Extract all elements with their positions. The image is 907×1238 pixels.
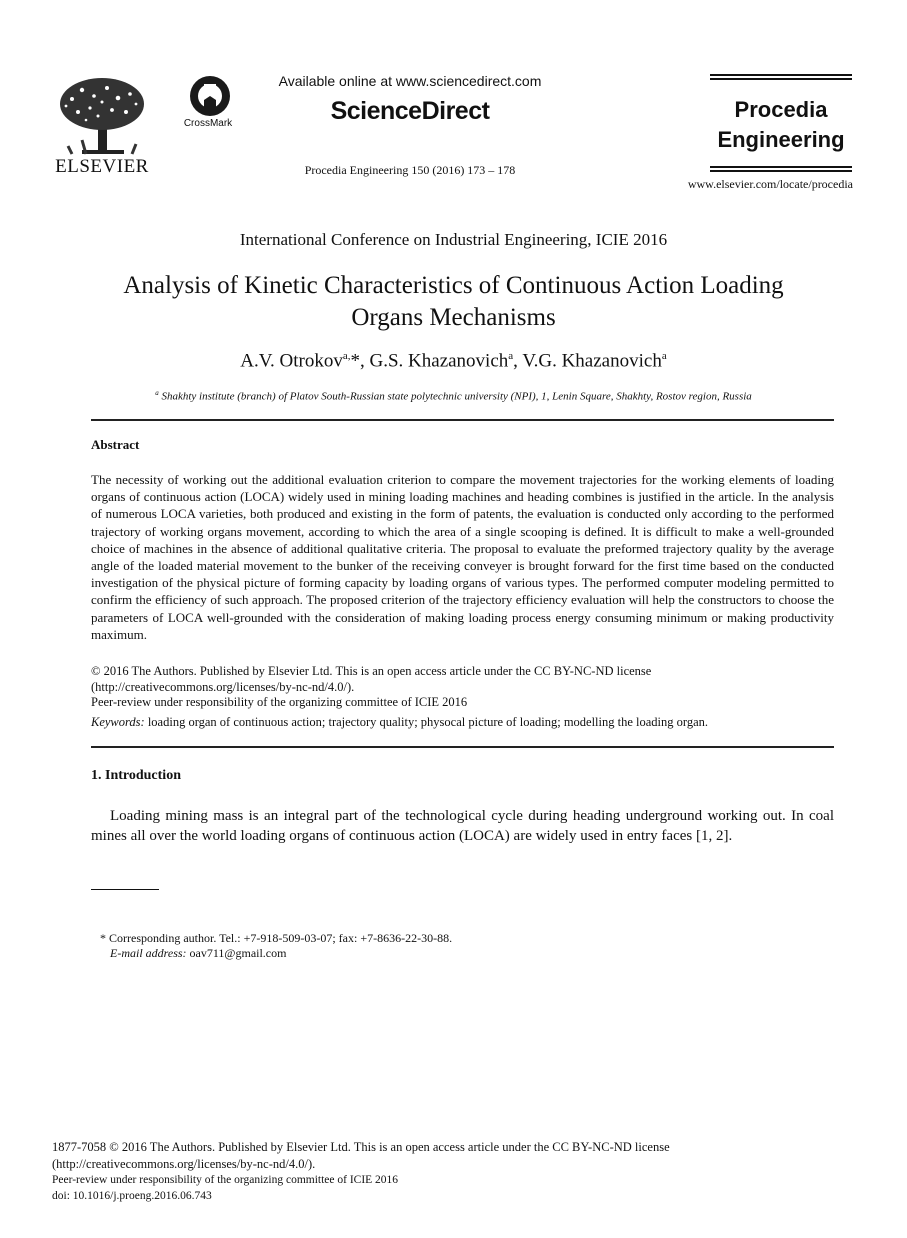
section-heading: 1. Introduction: [91, 768, 181, 783]
author-name: A.V. Otrokov: [240, 350, 343, 372]
section-body: Loading mining mass is an integral part of the technological cycle during heading underground working out. In coal mines all over the world loading organs of continuous action (LOCA) are widely used in entry faces [1, 2].: [91, 808, 834, 844]
journal-name: [710, 95, 852, 155]
author-name: V.G. Khazanovich: [522, 350, 662, 372]
author-list: [40, 350, 867, 372]
abstract-body: The necessity of working out the additional evaluation criterion to compare the movement trajectories for the working elements of loading organs of continuous action (LOCA) widely used in mining loading machines and heading combines is justified in the article. In the analysis of numerous LOCA varieties, both produced and existing in the form of patents, the evaluation is conducted only according to the performed trajectory of working organs movement, according to which the area of a single scooping is defined. It is difficult to make a well-grounded choice of machines in the absence of additional qualitative criteria. The proposal to evaluate the preformed trajectory quality by the average angle of the loaded material movement to the bunker of the receiving conveyer is brought forward for the first time based on the conducted investigation of the physical picture of forming capacity by loading organs of various types. The performed computer modeling permitted to confirm the efficiency of such approach. The proposed criterion of the trajectory efficiency evaluation will help the constructors to choose the parameters of LOCA well-grounded with the consideration of making loading process energy consuming minimum or making productivity maximum.: [91, 472, 834, 642]
author-affiliation-sup: a,: [342, 350, 351, 362]
footer-peer-review: Peer-review under responsibility of the organizing committee of ICIE 2016: [52, 1174, 399, 1186]
email-label: E-mail address:: [110, 946, 187, 960]
peer-review-note: Peer-review under responsibility of the organizing committee of ICIE 2016: [91, 695, 468, 709]
divider: [91, 419, 834, 421]
conference-name: International Conference on Industrial Engineering, ICIE 2016: [239, 230, 668, 249]
author-affiliation-sup: a: [661, 350, 667, 362]
corresponding-author-note: * Corresponding author. Tel.: +7-918-509-03-07; fax: +7-8636-22-30-88.: [100, 931, 453, 945]
abstract-heading: Abstract: [91, 437, 140, 452]
crossmark-label: CrossMark: [183, 118, 233, 129]
license-link[interactable]: (http://creativecommons.org/licenses/by-nc-nd/4.0/).: [91, 680, 355, 694]
email-address[interactable]: oav711@gmail.com: [186, 946, 287, 960]
author-affiliation-sup: a: [508, 350, 514, 362]
keywords-label: Keywords:: [91, 715, 145, 729]
email-line: [110, 946, 286, 961]
journal-name-line1: Procedia: [734, 97, 828, 122]
footer-issn-license: 1877-7058 © 2016 The Authors. Published by Elsevier Ltd. This is an open access article under the CC BY-NC-ND license: [52, 1140, 670, 1154]
footnote-divider: [91, 889, 159, 890]
article-title-line2: Organs Mechanisms: [351, 304, 556, 331]
corresponding-marker: *: [350, 350, 360, 372]
affiliation-text: Shakhty institute (branch) of Platov South-Russian state polytechnic university (NPI), 1, Lenin Square, Shakhty, Rostov region, Russia: [158, 390, 752, 403]
divider: [91, 746, 834, 748]
author-separator: ,: [513, 350, 523, 372]
publisher-name: ELSEVIER: [55, 156, 149, 177]
journal-name-line2: Engineering: [717, 127, 845, 152]
sciencedirect-logo[interactable]: ScienceDirect: [330, 97, 490, 125]
copyright-notice: © 2016 The Authors. Published by Elsevier Ltd. This is an open access article under the CC BY-NC-ND license: [91, 664, 652, 678]
keywords-text: loading organ of continuous action; trajectory quality; physocal picture of loading; modelling the loading organ.: [144, 715, 709, 729]
affiliation-sup: a: [155, 389, 159, 397]
author-name: G.S. Khazanovich: [369, 350, 509, 372]
article-title: [60, 270, 847, 334]
footer-license-link[interactable]: (http://creativecommons.org/licenses/by-nc-nd/4.0/).: [52, 1157, 316, 1171]
journal-citation: Procedia Engineering 150 (2016) 173 – 178: [304, 163, 516, 177]
author-separator: ,: [360, 350, 370, 372]
available-online-text: Available online at www.sciencedirect.com: [278, 73, 542, 89]
keywords: [91, 715, 834, 730]
article-title-line1: Analysis of Kinetic Characteristics of Continuous Action Loading: [123, 272, 784, 299]
doi-link[interactable]: doi: 10.1016/j.proeng.2016.06.743: [52, 1190, 212, 1202]
journal-url-link[interactable]: www.elsevier.com/locate/procedia: [687, 177, 853, 191]
affiliation: [60, 389, 847, 403]
